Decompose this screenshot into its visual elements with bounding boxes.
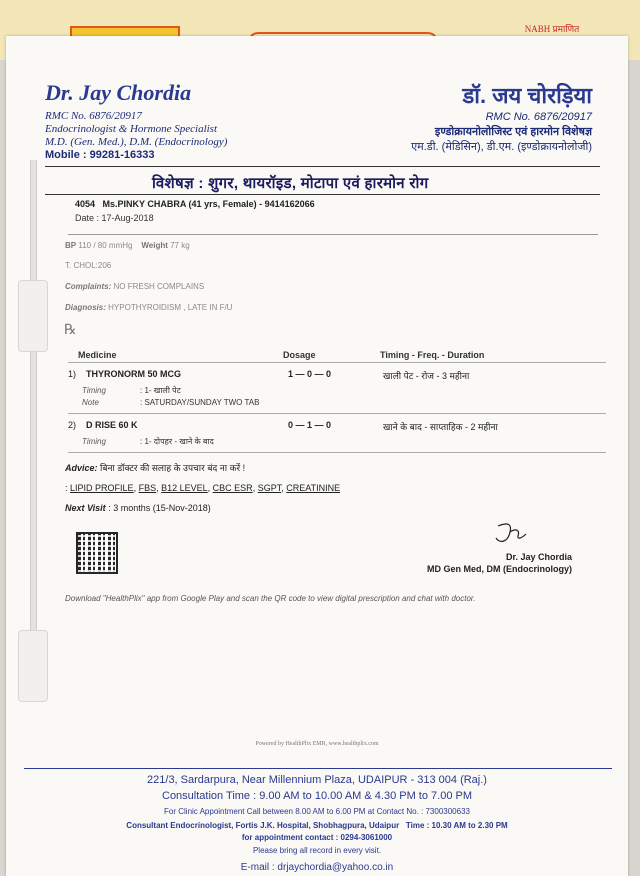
advice-line (65, 461, 245, 474)
med-dosage-2: 0 — 1 — 0 (288, 420, 332, 430)
binder-clip-bottom (18, 630, 48, 702)
binder-rod (30, 160, 37, 700)
medicine-header: Medicine (78, 350, 117, 360)
timing-header: Timing - Freq. - Duration (380, 350, 485, 360)
vitals-line (65, 241, 190, 250)
test-item: FBS (138, 483, 157, 493)
doctor-title-hi: इण्डोक्रायनोलोजिस्ट एवं हारमोन विशेषज्ञ (434, 126, 592, 138)
diagnosis-label: Diagnosis: (65, 303, 106, 312)
signature-block (427, 551, 572, 575)
header-divider (45, 166, 600, 167)
next-visit-label: Next Visit (65, 503, 106, 513)
med-timing-1: खाली पेट - रोज - 3 महीना (383, 371, 470, 381)
visit-date: 17-Aug-2018 (101, 213, 154, 223)
nabh-stamp: NABH प्रमाणित (524, 24, 580, 34)
patient-divider (68, 234, 598, 235)
doctor-credentials-hi (411, 110, 592, 155)
tests-prefix: : (65, 483, 68, 493)
footer-records: Please bring all record in every visit. (252, 846, 382, 855)
med-dosage-1: 1 — 0 — 0 (288, 369, 332, 379)
speciality-line: विशेषज्ञ : शुगर, थायरॉइड, मोटापा एवं हारमोन रोग (152, 175, 429, 192)
rx-symbol: ℞ (64, 323, 77, 338)
footer-divider (24, 768, 612, 769)
doctor-name-hi: डॉ. जय चोरड़िया (462, 83, 592, 108)
advice-label: Advice: (65, 463, 98, 473)
prescription-sheet (6, 36, 628, 876)
advice-text: बिना डॉक्टर की सलाह के उपचार बंद ना करें ! (100, 463, 246, 473)
dosage-header: Dosage (283, 350, 316, 360)
test-item: B12 LEVEL (161, 483, 208, 493)
date-label: Date (75, 213, 95, 223)
signature-scribble (490, 520, 530, 548)
signature-degree: MD Gen Med, DM (Endocrinology) (427, 564, 572, 574)
med-header-divider (68, 362, 606, 363)
binder-clip-top (18, 280, 48, 352)
powered-by: Powered by HealthPlix EMR, www.healthplix.com (255, 741, 379, 747)
medicine-row-2 (68, 420, 138, 430)
bp-value: 110 / 80 mmHg (78, 241, 133, 250)
medicine-row-1 (68, 369, 181, 379)
footer-consultation: Consultation Time : 9.00 AM to 10.00 AM & 4.30 PM to 7.00 PM (162, 790, 472, 802)
med-number: 1) (68, 369, 77, 379)
footer-email: E-mail : drjaychordia@yahoo.co.in (240, 862, 394, 873)
med-sub-2 (82, 436, 214, 447)
tchol-value: T. CHOL:206 (65, 261, 112, 270)
complaints-line (65, 282, 204, 291)
weight-label: Weight (141, 241, 168, 250)
speciality-divider (45, 194, 600, 195)
download-note: Download "HealthPlix" app from Google Play and scan the QR code to view digital prescription and chat with doctor. (65, 594, 476, 603)
note-sub-label: Note (82, 398, 99, 407)
weight-value: 77 kg (170, 241, 190, 250)
timing-sub-label: Timing (82, 437, 106, 446)
test-item: CBC ESR (212, 483, 253, 493)
footer-consultant-text: Consultant Endocrinologist, Fortis J.K. Hospital, Shobhagpura, Udaipur (126, 821, 400, 830)
bp-label: BP (65, 241, 77, 250)
med-sub-1 (82, 385, 259, 409)
complaints-label: Complaints: (65, 282, 112, 291)
diagnosis-line (65, 303, 232, 312)
footer-address: 221/3, Sardarpura, Near Millennium Plaza, UDAIPUR - 313 004 (Raj.) (147, 774, 487, 786)
binder-strip (18, 160, 46, 700)
med-row-divider-1 (68, 413, 606, 414)
doctor-title-en: Endocrinologist & Hormone Specialist (45, 123, 218, 135)
patient-id: 4054 (75, 199, 96, 209)
note-sub-value: : SATURDAY/SUNDAY TWO TAB (140, 398, 260, 407)
doctor-credentials-en (45, 110, 227, 162)
test-item: CREATININE (286, 483, 341, 493)
doctor-degree-en: M.D. (Gen. Med.), D.M. (Endocrinology) (45, 136, 228, 148)
diagnosis-value: HYPOTHYROIDISM , LATE IN F/U (108, 303, 233, 312)
test-item: SGPT (257, 483, 282, 493)
timing-sub-value: : 1- दोपहर - खाने के बाद (140, 437, 214, 446)
rmc-number-en: RMC No. 6876/20917 (45, 110, 142, 122)
timing-sub-value: : 1- खाली पेट (140, 386, 181, 395)
tests-line: : LIPID PROFILE, FBS, B12 LEVEL, CBC ESR, SGPT, CREATININE (65, 483, 341, 493)
qr-code (76, 532, 118, 574)
test-item: LIPID PROFILE (70, 483, 134, 493)
rmc-number-hi: RMC No. 6876/20917 (485, 111, 592, 123)
med-name: THYRONORM 50 MCG (86, 369, 182, 379)
doctor-mobile: Mobile : 99281-16333 (45, 149, 155, 161)
footer-consultant (0, 821, 634, 830)
next-visit-line (65, 503, 211, 513)
footer-hospital-contact: for appointment contact : 0294-3061000 (241, 833, 393, 842)
patient-block: 4054 Ms.PINKY CHABRA (41 yrs, Female) - 9414162066 Date : 17-Aug-2018 (75, 199, 315, 223)
doctor-name-en: Dr. Jay Chordia (45, 80, 192, 105)
timing-sub-label: Timing (82, 386, 106, 395)
signature-name: Dr. Jay Chordia (505, 552, 572, 562)
footer-appointment: For Clinic Appointment Call between 8.00 AM to 6.00 PM at Contact No. : 7300300633 (164, 807, 470, 816)
doctor-degree-hi: एम.डी. (मेडिसिन), डी.एम. (इण्डोक्रायनोलोजी) (411, 141, 592, 153)
patient-name: Ms.PINKY CHABRA (41 yrs, Female) - 9414162066 (102, 199, 315, 209)
med-name: D RISE 60 K (86, 420, 138, 430)
med-row-divider-2 (68, 452, 606, 453)
complaints-value: NO FRESH COMPLAINS (113, 282, 205, 291)
med-number: 2) (68, 420, 77, 430)
footer-consultant-time: Time : 10.30 AM to 2.30 PM (405, 821, 508, 830)
med-timing-2: खाने के बाद - साप्ताहिक - 2 महीना (383, 422, 498, 432)
next-visit-value: : 3 months (15-Nov-2018) (108, 503, 211, 513)
